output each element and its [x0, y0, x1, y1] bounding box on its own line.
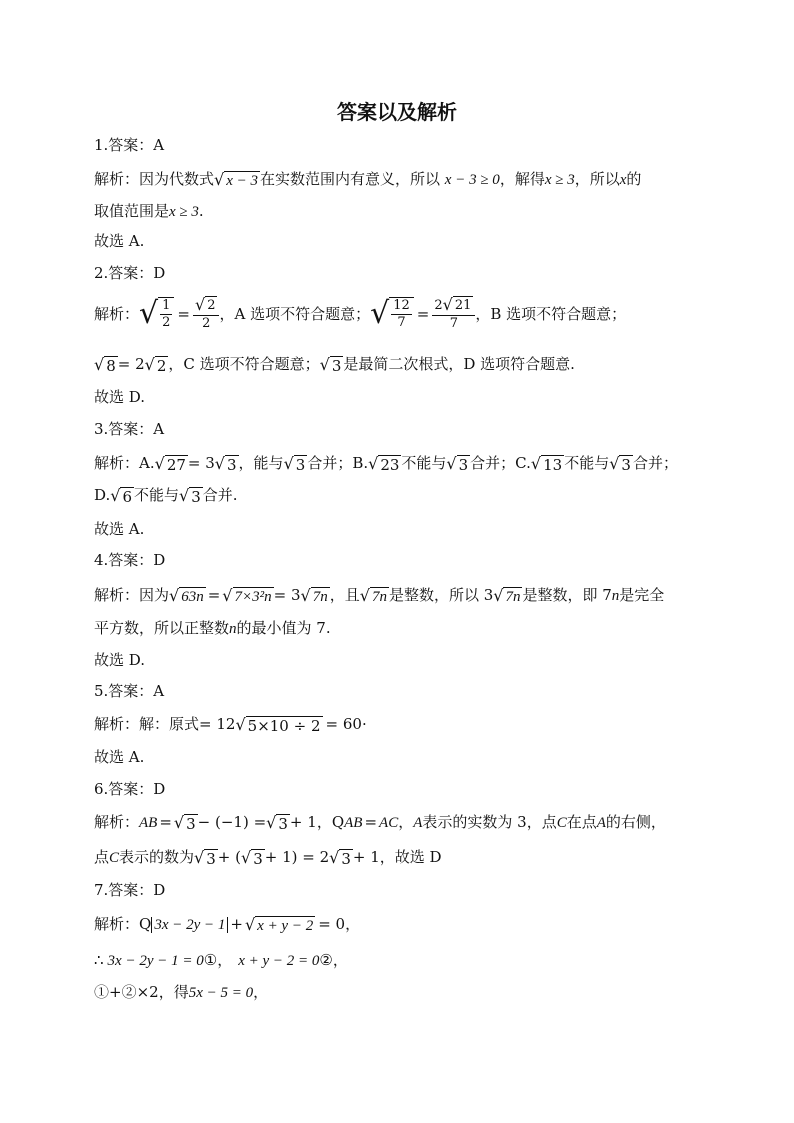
fraction: 2 √ 21 7: [432, 296, 475, 332]
q5-explanation: 解析：解：原式= 12 √ 5×10 ÷ 2 = 60·: [94, 714, 367, 735]
absolute-value: 3x − 2y − 1: [151, 917, 228, 933]
q1-explanation-line2: 取值范围是x ≥ 3.: [94, 202, 204, 220]
q2-choose: 故选 D.: [94, 388, 146, 406]
fraction: √ 2 2: [193, 296, 219, 332]
q7-explanation-line2: ∴ 3x − 2y − 1 = 0①， x + y − 2 = 0②，: [94, 951, 348, 969]
sqrt: √ x − 3: [214, 169, 258, 189]
q3-explanation-line2: D. √ 6 不能与 √ 3 合并.: [94, 485, 238, 506]
q6-explanation-line1: 解析：AB = √ 3 − (−1) = √ 3 + 1，QAB = AC，A表示的实数为 3，点C在点A的右侧，: [94, 812, 666, 833]
q2-explanation-line2: √ 8 = 2 √ 2 ，C 选项不符合题意； √ 3 是最简二次根式，D 选项符合题意.: [94, 354, 575, 375]
q4-choose: 故选 D.: [94, 651, 146, 669]
q7-answer: 7.答案：D: [94, 881, 166, 899]
q1-answer: 1.答案：A: [94, 136, 165, 154]
q4-answer: 4.答案：D: [94, 551, 166, 569]
q1-explanation-line1: 解析：因为代数式 √ x − 3 在实数范围内有意义，所以 x − 3 ≥ 0，解得x ≥ 3，所以x的: [94, 169, 642, 189]
q5-choose: 故选 A.: [94, 748, 145, 766]
q2-answer: 2.答案：D: [94, 264, 166, 282]
q5-answer: 5.答案：A: [94, 682, 165, 700]
q2-explanation-line1: 解析： √ $\frac{1}{2}$ = √ 2 2 ，A 选项不符合题意； √ $\frac{12}{7}$ = 2 √ 21 7 ，B 选项不符合题意；: [94, 292, 704, 336]
sqrt: √ $\frac{1}{2}$: [139, 294, 174, 334]
q6-answer: 6.答案：D: [94, 780, 166, 798]
q7-explanation-line3: ①+②×2，得5x − 5 = 0，: [94, 983, 269, 1001]
q1-choose: 故选 A.: [94, 232, 145, 250]
q3-explanation-line1: 解析：A. √ 27 = 3 √ 3 ，能与 √ 3 合并；B. √ 23 不能与 √ 3 合并；C. √ 13 不能与 √ 3 合并；: [94, 453, 678, 474]
q3-choose: 故选 A.: [94, 520, 145, 538]
q6-explanation-line2: 点C表示的数为 √ 3 + ( √ 3 + 1) = 2 √ 3 + 1，故选 D: [94, 847, 442, 868]
q4-explanation-line2: 平方数，所以正整数n的最小值为 7.: [94, 619, 331, 637]
q3-answer: 3.答案：A: [94, 420, 165, 438]
sqrt: √ $\frac{12}{7}$: [370, 294, 414, 334]
page-title: 答案以及解析: [337, 100, 457, 124]
q7-explanation-line1: 解析：Q 3x − 2y − 1 + √ x + y − 2 = 0，: [94, 914, 361, 934]
q4-explanation-line1: 解析：因为 √ 63n = √ 7×3²n = 3 √ 7n ，且 √ 7n 是整数，所以 3 √ 7n 是整数，即 7n是完全: [94, 585, 665, 605]
